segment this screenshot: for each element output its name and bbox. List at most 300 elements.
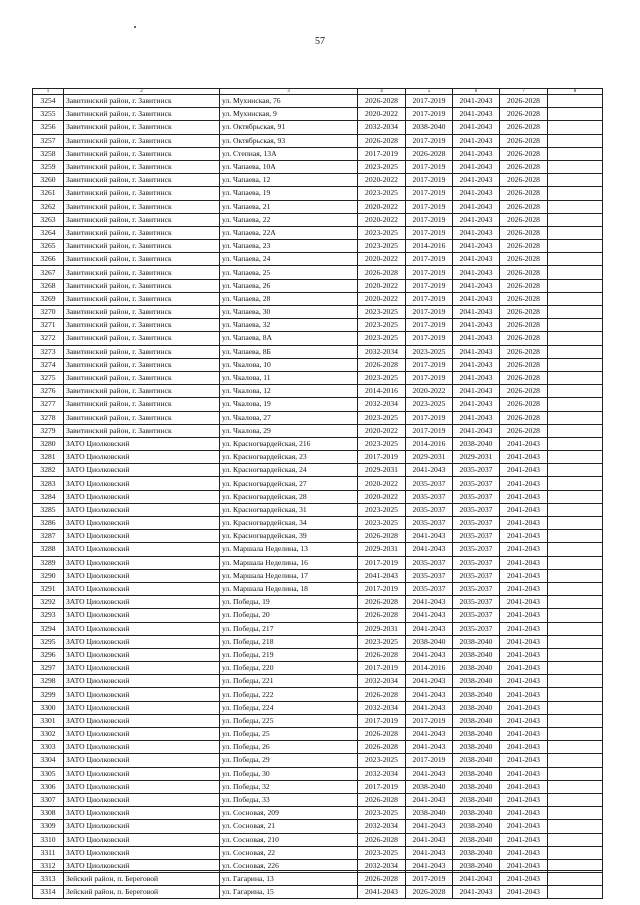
register-table bbox=[32, 88, 603, 899]
address: ул. Чкалова, 10 bbox=[220, 358, 358, 371]
period-col-7: 2026-2028 bbox=[500, 279, 548, 292]
municipality: Завитинский район, г. Завитинск bbox=[64, 411, 220, 424]
address: ул. Победы, 224 bbox=[220, 701, 358, 714]
row-number: 3305 bbox=[33, 767, 64, 780]
period-col-5: 2014-2016 bbox=[406, 240, 453, 253]
municipality: Завитинский район, г. Завитинск bbox=[64, 240, 220, 253]
period-col-5: 2041-2043 bbox=[406, 833, 453, 846]
period-col-4: 2041-2043 bbox=[358, 886, 406, 899]
period-col-5: 2041-2043 bbox=[406, 543, 453, 556]
address: ул. Чапаева, 28 bbox=[220, 292, 358, 305]
row-number: 3267 bbox=[33, 266, 64, 279]
period-col-6: 2041-2043 bbox=[453, 160, 500, 173]
period-col-6: 2041-2043 bbox=[453, 147, 500, 160]
address: ул. Победы, 30 bbox=[220, 767, 358, 780]
scan-speck bbox=[134, 26, 136, 28]
municipality: Завитинский район, г. Завитинск bbox=[64, 187, 220, 200]
empty-cell bbox=[548, 556, 603, 569]
address: ул. Красногвардейская, 23 bbox=[220, 451, 358, 464]
municipality: ЗАТО Циолковский bbox=[64, 543, 220, 556]
table-row bbox=[33, 358, 603, 371]
address: ул. Чапаева, 19 bbox=[220, 187, 358, 200]
period-col-6: 2041-2043 bbox=[453, 424, 500, 437]
period-col-7: 2026-2028 bbox=[500, 95, 548, 108]
empty-cell bbox=[548, 807, 603, 820]
empty-cell bbox=[548, 306, 603, 319]
table-row bbox=[33, 688, 603, 701]
period-col-6: 2041-2043 bbox=[453, 886, 500, 899]
address: ул. Маршала Неделина, 16 bbox=[220, 556, 358, 569]
period-col-6: 2041-2043 bbox=[453, 371, 500, 384]
address: ул. Чапаева, 23 bbox=[220, 240, 358, 253]
municipality: Завитинский район, г. Завитинск bbox=[64, 213, 220, 226]
empty-cell bbox=[548, 95, 603, 108]
period-col-7: 2026-2028 bbox=[500, 213, 548, 226]
period-col-7: 2041-2043 bbox=[500, 451, 548, 464]
empty-cell bbox=[548, 596, 603, 609]
period-col-6: 2035-2037 bbox=[453, 582, 500, 595]
row-number: 3310 bbox=[33, 833, 64, 846]
period-col-7: 2041-2043 bbox=[500, 622, 548, 635]
municipality: ЗАТО Циолковский bbox=[64, 596, 220, 609]
address: ул. Победы, 225 bbox=[220, 714, 358, 727]
period-col-6: 2041-2043 bbox=[453, 95, 500, 108]
municipality: Завитинский район, г. Завитинск bbox=[64, 121, 220, 134]
period-col-4: 2032-2034 bbox=[358, 820, 406, 833]
table-row bbox=[33, 134, 603, 147]
row-number: 3290 bbox=[33, 569, 64, 582]
municipality: Завитинский район, г. Завитинск bbox=[64, 200, 220, 213]
period-col-6: 2041-2043 bbox=[453, 174, 500, 187]
period-col-6: 2041-2043 bbox=[453, 873, 500, 886]
table-row bbox=[33, 226, 603, 239]
column-number: 2 bbox=[64, 89, 220, 95]
period-col-5: 2017-2019 bbox=[406, 187, 453, 200]
period-col-7: 2041-2043 bbox=[500, 886, 548, 899]
municipality: Завитинский район, г. Завитинск bbox=[64, 345, 220, 358]
period-col-7: 2026-2028 bbox=[500, 226, 548, 239]
period-col-7: 2026-2028 bbox=[500, 319, 548, 332]
empty-cell bbox=[548, 464, 603, 477]
address: ул. Победы, 218 bbox=[220, 635, 358, 648]
address: ул. Гагарина, 15 bbox=[220, 886, 358, 899]
period-col-6: 2041-2043 bbox=[453, 358, 500, 371]
table-row bbox=[33, 569, 603, 582]
municipality: ЗАТО Циолковский bbox=[64, 728, 220, 741]
empty-cell bbox=[548, 714, 603, 727]
period-col-7: 2026-2028 bbox=[500, 411, 548, 424]
column-number: 1 bbox=[33, 89, 64, 95]
period-col-4: 2023-2025 bbox=[358, 411, 406, 424]
row-number: 3278 bbox=[33, 411, 64, 424]
period-col-5: 2017-2019 bbox=[406, 253, 453, 266]
table-row bbox=[33, 345, 603, 358]
period-col-4: 2023-2025 bbox=[358, 517, 406, 530]
period-col-7: 2026-2028 bbox=[500, 345, 548, 358]
period-col-4: 2026-2028 bbox=[358, 266, 406, 279]
empty-cell bbox=[548, 701, 603, 714]
row-number: 3264 bbox=[33, 226, 64, 239]
period-col-7: 2026-2028 bbox=[500, 108, 548, 121]
municipality: Завитинский район, г. Завитинск bbox=[64, 108, 220, 121]
municipality: Завитинский район, г. Завитинск bbox=[64, 160, 220, 173]
table-row bbox=[33, 648, 603, 661]
municipality: ЗАТО Циолковский bbox=[64, 754, 220, 767]
period-col-6: 2038-2040 bbox=[453, 807, 500, 820]
address: ул. Чапаева, 25 bbox=[220, 266, 358, 279]
empty-cell bbox=[548, 688, 603, 701]
period-col-6: 2035-2037 bbox=[453, 503, 500, 516]
address: ул. Победы, 32 bbox=[220, 780, 358, 793]
period-col-4: 2017-2019 bbox=[358, 582, 406, 595]
row-number: 3299 bbox=[33, 688, 64, 701]
empty-cell bbox=[548, 187, 603, 200]
municipality: ЗАТО Циолковский bbox=[64, 688, 220, 701]
period-col-4: 2017-2019 bbox=[358, 147, 406, 160]
row-number: 3273 bbox=[33, 345, 64, 358]
table-row bbox=[33, 121, 603, 134]
period-col-6: 2041-2043 bbox=[453, 411, 500, 424]
period-col-4: 2023-2025 bbox=[358, 503, 406, 516]
empty-cell bbox=[548, 279, 603, 292]
table-row bbox=[33, 582, 603, 595]
address: ул. Сосновая, 226 bbox=[220, 859, 358, 872]
row-number: 3281 bbox=[33, 451, 64, 464]
period-col-6: 2035-2037 bbox=[453, 569, 500, 582]
period-col-4: 2032-2034 bbox=[358, 398, 406, 411]
row-number: 3308 bbox=[33, 807, 64, 820]
period-col-6: 2029-2031 bbox=[453, 451, 500, 464]
row-number: 3261 bbox=[33, 187, 64, 200]
period-col-7: 2026-2028 bbox=[500, 147, 548, 160]
period-col-4: 2017-2019 bbox=[358, 714, 406, 727]
municipality: ЗАТО Циолковский bbox=[64, 477, 220, 490]
period-col-7: 2041-2043 bbox=[500, 490, 548, 503]
period-col-7: 2041-2043 bbox=[500, 780, 548, 793]
period-col-7: 2041-2043 bbox=[500, 728, 548, 741]
period-col-6: 2035-2037 bbox=[453, 530, 500, 543]
period-col-5: 2017-2019 bbox=[406, 134, 453, 147]
table-row bbox=[33, 240, 603, 253]
period-col-4: 2023-2025 bbox=[358, 846, 406, 859]
period-col-5: 2014-2016 bbox=[406, 437, 453, 450]
municipality: ЗАТО Циолковский bbox=[64, 437, 220, 450]
table-row bbox=[33, 609, 603, 622]
row-number: 3285 bbox=[33, 503, 64, 516]
empty-cell bbox=[548, 319, 603, 332]
period-col-6: 2035-2037 bbox=[453, 543, 500, 556]
row-number: 3282 bbox=[33, 464, 64, 477]
bottom-rule bbox=[32, 870, 602, 871]
period-col-5: 2041-2043 bbox=[406, 622, 453, 635]
period-col-4: 2041-2043 bbox=[358, 569, 406, 582]
empty-cell bbox=[548, 503, 603, 516]
period-col-5: 2017-2019 bbox=[406, 200, 453, 213]
row-number: 3268 bbox=[33, 279, 64, 292]
period-col-5: 2041-2043 bbox=[406, 464, 453, 477]
period-col-5: 2041-2043 bbox=[406, 648, 453, 661]
address: ул. Победы, 221 bbox=[220, 675, 358, 688]
address: ул. Сосновая, 209 bbox=[220, 807, 358, 820]
period-col-7: 2041-2043 bbox=[500, 833, 548, 846]
row-number: 3314 bbox=[33, 886, 64, 899]
municipality: ЗАТО Циолковский bbox=[64, 556, 220, 569]
period-col-6: 2035-2037 bbox=[453, 517, 500, 530]
table-row bbox=[33, 820, 603, 833]
table-row bbox=[33, 635, 603, 648]
address: ул. Чкалова, 29 bbox=[220, 424, 358, 437]
period-col-5: 2017-2019 bbox=[406, 411, 453, 424]
row-number: 3296 bbox=[33, 648, 64, 661]
period-col-6: 2035-2037 bbox=[453, 609, 500, 622]
period-col-7: 2041-2043 bbox=[500, 464, 548, 477]
address: ул. Красногвардейская, 24 bbox=[220, 464, 358, 477]
municipality: ЗАТО Циолковский bbox=[64, 622, 220, 635]
period-col-6: 2035-2037 bbox=[453, 622, 500, 635]
municipality: Завитинский район, г. Завитинск bbox=[64, 358, 220, 371]
address: ул. Победы, 33 bbox=[220, 793, 358, 806]
address: ул. Чапаева, 24 bbox=[220, 253, 358, 266]
row-number: 3303 bbox=[33, 741, 64, 754]
municipality: Завитинский район, г. Завитинск bbox=[64, 279, 220, 292]
period-col-4: 2026-2028 bbox=[358, 728, 406, 741]
table-row bbox=[33, 424, 603, 437]
period-col-4: 2026-2028 bbox=[358, 873, 406, 886]
table-row bbox=[33, 213, 603, 226]
period-col-4: 2020-2022 bbox=[358, 213, 406, 226]
period-col-4: 2032-2034 bbox=[358, 675, 406, 688]
table-row bbox=[33, 398, 603, 411]
empty-cell bbox=[548, 240, 603, 253]
period-col-7: 2041-2043 bbox=[500, 582, 548, 595]
empty-cell bbox=[548, 675, 603, 688]
municipality: ЗАТО Циолковский bbox=[64, 767, 220, 780]
period-col-5: 2041-2043 bbox=[406, 609, 453, 622]
municipality: ЗАТО Циолковский bbox=[64, 582, 220, 595]
period-col-7: 2041-2043 bbox=[500, 609, 548, 622]
empty-cell bbox=[548, 266, 603, 279]
empty-cell bbox=[548, 424, 603, 437]
table-row bbox=[33, 464, 603, 477]
table-row bbox=[33, 147, 603, 160]
period-col-6: 2041-2043 bbox=[453, 266, 500, 279]
period-col-7: 2041-2043 bbox=[500, 675, 548, 688]
address: ул. Чкалова, 11 bbox=[220, 371, 358, 384]
municipality: Завитинский район, г. Завитинск bbox=[64, 147, 220, 160]
period-col-5: 2017-2019 bbox=[406, 332, 453, 345]
period-col-7: 2026-2028 bbox=[500, 371, 548, 384]
period-col-6: 2041-2043 bbox=[453, 187, 500, 200]
row-number: 3307 bbox=[33, 793, 64, 806]
period-col-4: 2017-2019 bbox=[358, 556, 406, 569]
period-col-5: 2041-2043 bbox=[406, 741, 453, 754]
period-col-4: 2020-2022 bbox=[358, 108, 406, 121]
period-col-4: 2026-2028 bbox=[358, 530, 406, 543]
table-row bbox=[33, 279, 603, 292]
row-number: 3286 bbox=[33, 517, 64, 530]
period-col-6: 2041-2043 bbox=[453, 121, 500, 134]
empty-cell bbox=[548, 886, 603, 899]
address: ул. Маршала Неделина, 13 bbox=[220, 543, 358, 556]
municipality: Завитинский район, г. Завитинск bbox=[64, 226, 220, 239]
table-row bbox=[33, 160, 603, 173]
address: ул. Маршала Неделина, 17 bbox=[220, 569, 358, 582]
period-col-7: 2026-2028 bbox=[500, 332, 548, 345]
period-col-5: 2041-2043 bbox=[406, 767, 453, 780]
empty-cell bbox=[548, 108, 603, 121]
period-col-7: 2026-2028 bbox=[500, 358, 548, 371]
period-col-7: 2026-2028 bbox=[500, 253, 548, 266]
period-col-4: 2026-2028 bbox=[358, 134, 406, 147]
row-number: 3256 bbox=[33, 121, 64, 134]
period-col-5: 2041-2043 bbox=[406, 793, 453, 806]
table-row bbox=[33, 174, 603, 187]
period-col-6: 2041-2043 bbox=[453, 213, 500, 226]
period-col-7: 2041-2043 bbox=[500, 503, 548, 516]
period-col-6: 2041-2043 bbox=[453, 332, 500, 345]
row-number: 3262 bbox=[33, 200, 64, 213]
empty-cell bbox=[548, 754, 603, 767]
period-col-5: 2035-2037 bbox=[406, 556, 453, 569]
period-col-5: 2035-2037 bbox=[406, 477, 453, 490]
period-col-7: 2026-2028 bbox=[500, 424, 548, 437]
table-row bbox=[33, 543, 603, 556]
period-col-6: 2038-2040 bbox=[453, 648, 500, 661]
address: ул. Чапаева, 22 bbox=[220, 213, 358, 226]
table-row bbox=[33, 622, 603, 635]
period-col-4: 2020-2022 bbox=[358, 200, 406, 213]
row-number: 3255 bbox=[33, 108, 64, 121]
municipality: ЗАТО Циолковский bbox=[64, 609, 220, 622]
period-col-5: 2020-2022 bbox=[406, 385, 453, 398]
period-col-4: 2026-2028 bbox=[358, 741, 406, 754]
empty-cell bbox=[548, 160, 603, 173]
address: ул. Чапаева, 22А bbox=[220, 226, 358, 239]
period-col-5: 2041-2043 bbox=[406, 820, 453, 833]
table-row bbox=[33, 596, 603, 609]
table-row bbox=[33, 714, 603, 727]
address: ул. Чкалова, 19 bbox=[220, 398, 358, 411]
row-number: 3258 bbox=[33, 147, 64, 160]
table-row bbox=[33, 873, 603, 886]
period-col-7: 2041-2043 bbox=[500, 556, 548, 569]
municipality: ЗАТО Циолковский bbox=[64, 503, 220, 516]
period-col-5: 2035-2037 bbox=[406, 582, 453, 595]
period-col-5: 2041-2043 bbox=[406, 846, 453, 859]
row-number: 3270 bbox=[33, 306, 64, 319]
table-row bbox=[33, 477, 603, 490]
row-number: 3295 bbox=[33, 635, 64, 648]
period-col-4: 2032-2034 bbox=[358, 859, 406, 872]
address: ул. Чкалова, 12 bbox=[220, 385, 358, 398]
municipality: Завитинский район, г. Завитинск bbox=[64, 398, 220, 411]
column-number: 7 bbox=[500, 89, 548, 95]
row-number: 3274 bbox=[33, 358, 64, 371]
period-col-5: 2017-2019 bbox=[406, 95, 453, 108]
municipality: ЗАТО Циолковский bbox=[64, 569, 220, 582]
period-col-7: 2041-2043 bbox=[500, 596, 548, 609]
period-col-6: 2038-2040 bbox=[453, 728, 500, 741]
empty-cell bbox=[548, 477, 603, 490]
municipality: ЗАТО Циолковский bbox=[64, 820, 220, 833]
column-number: 3 bbox=[220, 89, 358, 95]
period-col-7: 2026-2028 bbox=[500, 292, 548, 305]
address: ул. Октябрьская, 91 bbox=[220, 121, 358, 134]
period-col-7: 2041-2043 bbox=[500, 569, 548, 582]
table-row bbox=[33, 411, 603, 424]
period-col-5: 2023-2025 bbox=[406, 345, 453, 358]
period-col-7: 2041-2043 bbox=[500, 767, 548, 780]
municipality: ЗАТО Циолковский bbox=[64, 490, 220, 503]
address: ул. Чапаева, 8А bbox=[220, 332, 358, 345]
empty-cell bbox=[548, 147, 603, 160]
table-row bbox=[33, 95, 603, 108]
table-row bbox=[33, 385, 603, 398]
table-row bbox=[33, 556, 603, 569]
municipality: Завитинский район, г. Завитинск bbox=[64, 306, 220, 319]
row-number: 3271 bbox=[33, 319, 64, 332]
table-row bbox=[33, 701, 603, 714]
period-col-5: 2038-2040 bbox=[406, 121, 453, 134]
address: ул. Сосновая, 22 bbox=[220, 846, 358, 859]
empty-cell bbox=[548, 793, 603, 806]
address: ул. Маршала Неделина, 18 bbox=[220, 582, 358, 595]
row-number: 3300 bbox=[33, 701, 64, 714]
address: ул. Октябрьская, 93 bbox=[220, 134, 358, 147]
row-number: 3291 bbox=[33, 582, 64, 595]
period-col-5: 2035-2037 bbox=[406, 503, 453, 516]
address: ул. Мухинская, 9 bbox=[220, 108, 358, 121]
period-col-4: 2023-2025 bbox=[358, 807, 406, 820]
row-number: 3266 bbox=[33, 253, 64, 266]
period-col-5: 2017-2019 bbox=[406, 306, 453, 319]
period-col-6: 2041-2043 bbox=[453, 319, 500, 332]
period-col-7: 2041-2043 bbox=[500, 662, 548, 675]
municipality: Завитинский район, г. Завитинск bbox=[64, 332, 220, 345]
row-number: 3254 bbox=[33, 95, 64, 108]
period-col-6: 2038-2040 bbox=[453, 846, 500, 859]
period-col-5: 2017-2019 bbox=[406, 371, 453, 384]
empty-cell bbox=[548, 358, 603, 371]
municipality: ЗАТО Циолковский bbox=[64, 833, 220, 846]
period-col-7: 2026-2028 bbox=[500, 240, 548, 253]
address: ул. Степная, 13А bbox=[220, 147, 358, 160]
empty-cell bbox=[548, 622, 603, 635]
period-col-4: 2020-2022 bbox=[358, 424, 406, 437]
period-col-5: 2017-2019 bbox=[406, 358, 453, 371]
period-col-5: 2017-2019 bbox=[406, 266, 453, 279]
period-col-7: 2026-2028 bbox=[500, 121, 548, 134]
period-col-6: 2041-2043 bbox=[453, 108, 500, 121]
municipality: ЗАТО Циолковский bbox=[64, 530, 220, 543]
address: ул. Чкалова, 27 bbox=[220, 411, 358, 424]
address: ул. Победы, 217 bbox=[220, 622, 358, 635]
period-col-7: 2026-2028 bbox=[500, 187, 548, 200]
empty-cell bbox=[548, 345, 603, 358]
period-col-4: 2029-2031 bbox=[358, 543, 406, 556]
row-number: 3279 bbox=[33, 424, 64, 437]
empty-cell bbox=[548, 530, 603, 543]
period-col-7: 2026-2028 bbox=[500, 160, 548, 173]
period-col-6: 2038-2040 bbox=[453, 688, 500, 701]
row-number: 3306 bbox=[33, 780, 64, 793]
row-number: 3312 bbox=[33, 859, 64, 872]
municipality: Завитинский район, г. Завитинск bbox=[64, 266, 220, 279]
period-col-5: 2017-2019 bbox=[406, 279, 453, 292]
table-row bbox=[33, 306, 603, 319]
row-number: 3283 bbox=[33, 477, 64, 490]
table-row bbox=[33, 886, 603, 899]
